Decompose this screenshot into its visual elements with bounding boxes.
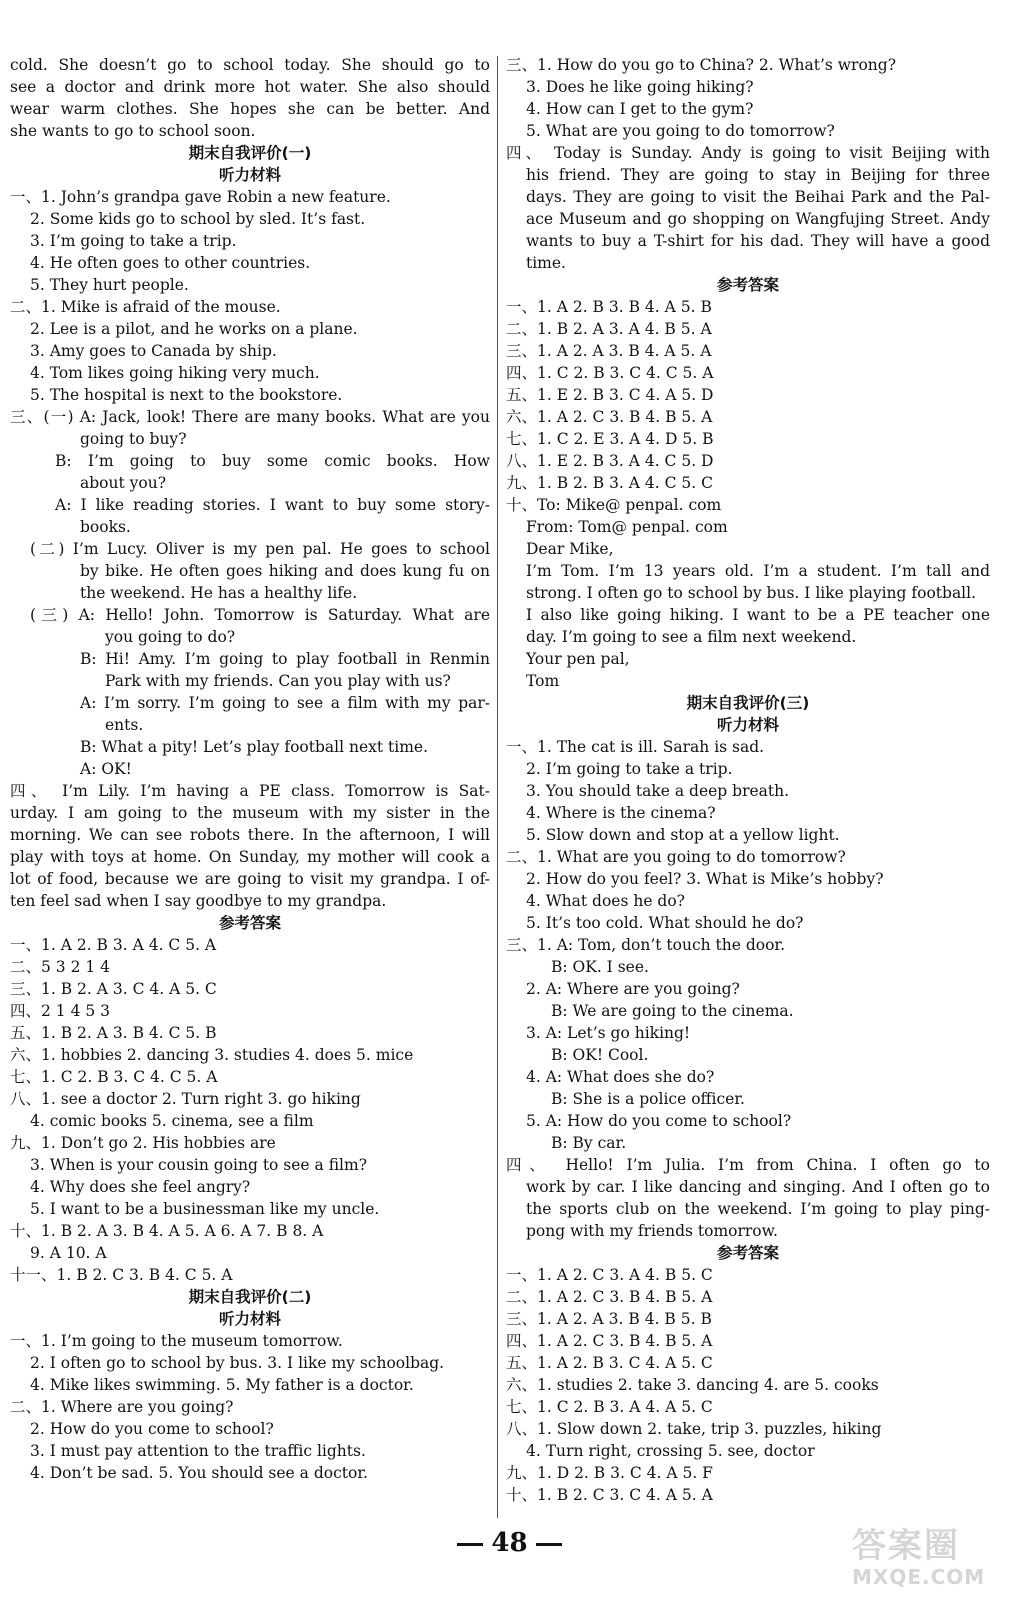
section-heading: 期末自我评价(三) <box>686 694 810 712</box>
text-line: about you? <box>80 474 167 492</box>
section-heading: 参考答案 <box>716 276 779 294</box>
text-line: B: I’m going to buy some comic books. How <box>55 452 490 470</box>
text-line: 5. I want to be a businessman like my uncle. <box>30 1200 380 1218</box>
text-line: 七、1. C 2. B 3. A 4. A 5. C <box>506 1398 713 1416</box>
text-line: 2. A: Where are you going? <box>526 980 740 998</box>
column-divider <box>497 56 498 1518</box>
text-line: B: We are going to the cinema. <box>551 1002 794 1020</box>
text-line: 五、1. B 2. A 3. B 4. C 5. B <box>10 1024 217 1042</box>
text-line: Tom <box>526 672 560 690</box>
text-line: 3. You should take a deep breath. <box>526 782 790 800</box>
text-line: B: Hi! Amy. I’m going to play football in Renmin <box>80 650 490 668</box>
text-line: urday. I am going to the museum with my sister in the <box>10 804 490 822</box>
text-line: his friend. They are going to stay in Beijing for three <box>526 166 990 184</box>
text-line: 九、1. B 2. B 3. A 4. C 5. C <box>506 474 713 492</box>
text-line: I’m Tom. I’m 13 years old. I’m a student. I’m tall and <box>526 562 990 580</box>
text-line: 3. Does he like going hiking? <box>526 78 754 96</box>
text-line: 5. They hurt people. <box>30 276 189 294</box>
text-line: I also like going hiking. I want to be a PE teacher one <box>526 606 990 624</box>
text-line: 三、(一) A: Jack, look! There are many books. What are you <box>10 408 490 426</box>
text-line: she wants to go to school soon. <box>10 122 256 140</box>
text-line: work by car. I like dancing and singing. And I often go to <box>526 1178 990 1196</box>
text-line: 4. Turn right, crossing 5. see, doctor <box>526 1442 815 1460</box>
section-heading: 听力材料 <box>218 1310 281 1328</box>
text-line: 二、1. B 2. A 3. A 4. B 5. A <box>506 320 712 338</box>
text-line: 9. A 10. A <box>30 1244 107 1262</box>
text-line: 八、1. Slow down 2. take, trip 3. puzzles, hiking <box>506 1420 882 1438</box>
text-line: B: OK! Cool. <box>551 1046 649 1064</box>
text-line: Dear Mike, <box>526 540 614 558</box>
text-line: 一、1. A 2. B 3. A 4. C 5. A <box>10 936 217 954</box>
section-heading: 听力材料 <box>716 716 779 734</box>
text-line: 二、1. What are you going to do tomorrow? <box>506 848 846 866</box>
text-line: 一、1. A 2. C 3. A 4. B 5. C <box>506 1266 713 1284</box>
text-line: 三、1. How do you go to China? 2. What’s wrong? <box>506 56 896 74</box>
text-line: 5. It’s too cold. What should he do? <box>526 914 804 932</box>
text-line: days. They are going to visit the Beihai Park and the Pal- <box>526 188 990 206</box>
text-line: (二) I’m Lucy. Oliver is my pen pal. He goes to school <box>30 540 490 558</box>
text-line: 3. Amy goes to Canada by ship. <box>30 342 277 360</box>
text-line: ents. <box>105 716 144 734</box>
text-line: 3. I’m going to take a trip. <box>30 232 237 250</box>
text-line: strong. I often go to school by bus. I like playing football. <box>526 584 977 602</box>
text-line: 八、1. see a doctor 2. Turn right 3. go hiking <box>10 1090 361 1108</box>
text-line: 2. Some kids go to school by sled. It’s fast. <box>30 210 366 228</box>
text-line: From: Tom@ penpal. com <box>526 518 728 536</box>
text-line: wear warm clothes. She hopes she can be better. And <box>10 100 490 118</box>
text-line: lot of food, because we are going to visit my grandpa. I of- <box>10 870 490 888</box>
text-line: 五、1. A 2. B 3. C 4. A 5. C <box>506 1354 713 1372</box>
text-line: 四、 I’m Lily. I’m having a PE class. Tomorrow is Sat- <box>10 782 490 800</box>
text-line: 4. How can I get to the gym? <box>526 100 754 118</box>
text-line: 4. A: What does she do? <box>526 1068 715 1086</box>
text-line: 六、1. studies 2. take 3. dancing 4. are 5. cooks <box>506 1376 879 1394</box>
text-line: 九、1. Don’t go 2. His hobbies are <box>10 1134 276 1152</box>
text-line: 4. comic books 5. cinema, see a film <box>30 1112 314 1130</box>
text-line: 四、2 1 4 5 3 <box>10 1002 111 1020</box>
text-line: 4. He often goes to other countries. <box>30 254 311 272</box>
text-line: going to buy? <box>80 430 187 448</box>
text-line: 3. I must pay attention to the traffic lights. <box>30 1442 366 1460</box>
text-line: 三、1. A 2. A 3. B 4. B 5. B <box>506 1310 712 1328</box>
section-heading: 期末自我评价(二) <box>188 1288 312 1306</box>
text-line: 2. I’m going to take a trip. <box>526 760 733 778</box>
text-line: 5. A: How do you come to school? <box>526 1112 792 1130</box>
text-line: B: OK. I see. <box>551 958 649 976</box>
text-line: (三) A: Hello! John. Tomorrow is Saturday. What are <box>30 606 490 624</box>
text-line: 六、1. hobbies 2. dancing 3. studies 4. does 5. mice <box>10 1046 414 1064</box>
text-line: 二、1. A 2. C 3. B 4. B 5. A <box>506 1288 713 1306</box>
text-line: 2. Lee is a pilot, and he works on a plane. <box>30 320 358 338</box>
text-line: 4. Don’t be sad. 5. You should see a doctor. <box>30 1464 368 1482</box>
text-line: 4. What does he do? <box>526 892 685 910</box>
text-line: pong with my friends tomorrow. <box>526 1222 778 1240</box>
section-heading: 参考答案 <box>218 914 281 932</box>
text-line: 四、1. A 2. C 3. B 4. B 5. A <box>506 1332 713 1350</box>
text-line: A: I’m sorry. I’m going to see a film with my par- <box>80 694 490 712</box>
text-line: 七、1. C 2. B 3. C 4. C 5. A <box>10 1068 218 1086</box>
text-line: 三、1. A: Tom, don’t touch the door. <box>506 936 786 954</box>
text-line: by bike. He often goes hiking and does kung fu on <box>80 562 490 580</box>
text-line: 九、1. D 2. B 3. C 4. A 5. F <box>506 1464 713 1482</box>
text-line: 二、5 3 2 1 4 <box>10 958 111 976</box>
text-line: Park with my friends. Can you play with us? <box>105 672 451 690</box>
text-line: 2. I often go to school by bus. 3. I like my schoolbag. <box>30 1354 445 1372</box>
watermark-logo-text: 答案圈 <box>852 1526 960 1566</box>
text-line: the weekend. He has a healthy life. <box>80 584 358 602</box>
text-line: 四、1. C 2. B 3. C 4. C 5. A <box>506 364 714 382</box>
text-line: 5. The hospital is next to the bookstore. <box>30 386 343 404</box>
text-line: B: What a pity! Let’s play football next time. <box>80 738 429 756</box>
text-line: 2. How do you come to school? <box>30 1420 274 1438</box>
text-line: 七、1. C 2. E 3. A 4. D 5. B <box>506 430 714 448</box>
text-line: 二、1. Where are you going? <box>10 1398 234 1416</box>
text-line: 四、 Hello! I’m Julia. I’m from China. I often go to <box>506 1156 990 1174</box>
text-line: 一、1. John’s grandpa gave Robin a new feature. <box>10 188 391 206</box>
text-line: the sports club on the weekend. I’m going to play ping- <box>526 1200 990 1218</box>
text-line: 十、1. B 2. A 3. B 4. A 5. A 6. A 7. B 8. A <box>10 1222 324 1240</box>
text-line: 十、1. B 2. C 3. C 4. A 5. A <box>506 1486 713 1504</box>
text-line: 4. Mike likes swimming. 5. My father is a doctor. <box>30 1376 414 1394</box>
text-line: 八、1. E 2. B 3. A 4. C 5. D <box>506 452 714 470</box>
text-line: 一、1. A 2. B 3. B 4. A 5. B <box>506 298 712 316</box>
text-line: cold. She doesn’t go to school today. She should go to <box>10 56 490 74</box>
page-number-dash-left <box>457 1543 483 1546</box>
text-line: 十一、1. B 2. C 3. B 4. C 5. A <box>10 1266 233 1284</box>
right-column <box>506 54 990 1506</box>
section-heading: 参考答案 <box>716 1244 779 1262</box>
text-line: 4. Where is the cinema? <box>526 804 716 822</box>
text-line: 十、To: Mike@ penpal. com <box>506 496 722 514</box>
watermark-logo <box>852 1526 1012 1594</box>
text-line: A: OK! <box>80 760 132 778</box>
text-line: B: She is a police officer. <box>551 1090 745 1108</box>
text-line: 4. Tom likes going hiking very much. <box>30 364 320 382</box>
section-heading: 期末自我评价(一) <box>188 144 312 162</box>
text-line: books. <box>80 518 131 536</box>
text-line: 一、1. I’m going to the museum tomorrow. <box>10 1332 343 1350</box>
page-number-value: 48 <box>491 1528 528 1558</box>
text-line: time. <box>526 254 566 272</box>
text-line: play with toys at home. On Sunday, my mother will cook a <box>10 848 490 866</box>
watermark-url-text: MXQE.COM <box>852 1565 986 1589</box>
page-number-dash-right <box>536 1543 562 1546</box>
section-heading: 听力材料 <box>218 166 281 184</box>
text-line: day. I’m going to see a film next weekend. <box>526 628 857 646</box>
text-line: 四、 Today is Sunday. Andy is going to visit Beijing with <box>506 144 990 162</box>
text-line: 三、1. B 2. A 3. C 4. A 5. C <box>10 980 217 998</box>
text-line: 五、1. E 2. B 3. C 4. A 5. D <box>506 386 714 404</box>
text-line: Your pen pal, <box>526 650 630 668</box>
text-line: 4. Why does she feel angry? <box>30 1178 251 1196</box>
text-line: you going to do? <box>105 628 236 646</box>
text-line: B: By car. <box>551 1134 627 1152</box>
text-line: 3. When is your cousin going to see a film? <box>30 1156 368 1174</box>
text-line: 三、1. A 2. A 3. B 4. A 5. A <box>506 342 712 360</box>
left-column <box>10 54 490 1484</box>
text-line: 六、1. A 2. C 3. B 4. B 5. A <box>506 408 713 426</box>
text-line: 3. A: Let’s go hiking! <box>526 1024 691 1042</box>
text-line: ten feel sad when I say goodbye to my grandpa. <box>10 892 387 910</box>
text-line: 5. What are you going to do tomorrow? <box>526 122 835 140</box>
text-line: see a doctor and drink more hot water. She also should <box>10 78 490 96</box>
text-line: 5. Slow down and stop at a yellow light. <box>526 826 840 844</box>
text-line: wants to buy a T-shirt for his dad. They will have a good <box>526 232 990 250</box>
text-line: 二、1. Mike is afraid of the mouse. <box>10 298 281 316</box>
text-line: 一、1. The cat is ill. Sarah is sad. <box>506 738 765 756</box>
text-line: ace Museum and go shopping on Wangfujing Street. Andy <box>526 210 990 228</box>
text-line: morning. We can see robots there. In the afternoon, I will <box>10 826 490 844</box>
text-line: 2. How do you feel? 3. What is Mike’s hobby? <box>526 870 884 888</box>
text-line: A: I like reading stories. I want to buy some story- <box>55 496 490 514</box>
